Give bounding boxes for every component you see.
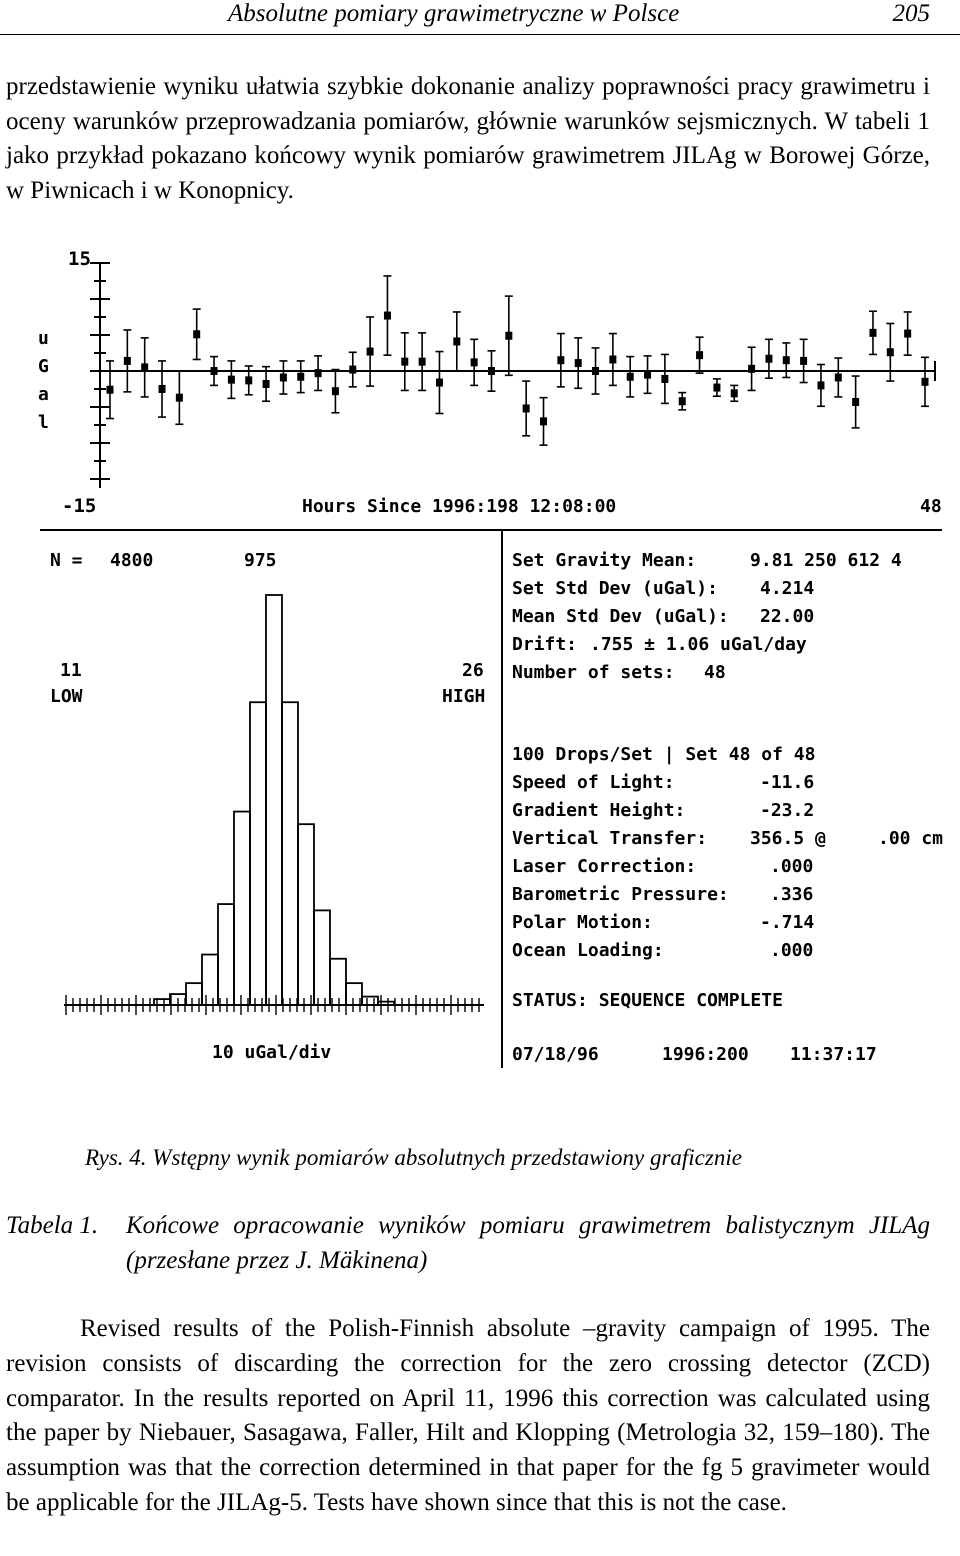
- set-point: [748, 347, 756, 390]
- set-point: [366, 317, 374, 386]
- set-point: [904, 312, 912, 355]
- intro-paragraph: przedstawienie wyniku ułatwia szybkie dokonanie analizy poprawności pracy grawimetru i oceny warunków przeprowadzania pomiarów, głównie warunków sejsmicznych. W tabeli 1 jako przykład pokazano końcowy wynik pomiarów grawimetrem JILAg w Borowej Górze, w Piwnicach i w Konopnicy.: [6, 73, 930, 204]
- set-point: [765, 339, 773, 378]
- status-line: STATUS: SEQUENCE COMPLETE: [512, 990, 783, 1011]
- info-value-set-std-dev: 4.214: [760, 578, 815, 599]
- drops-set-line: 100 Drops/Set | Set 48 of 48: [512, 744, 816, 765]
- set-means-plot: [38, 248, 942, 517]
- revised-results-paragraph: Revised results of the Polish-Finnish absolute –gravity campaign of 1995. The revision consists of discarding the correction for the zero crossing detector (ZCD) comparator. In the results reported on April 11, 1996 this correction was calculated using the paper by Niebauer, Sasagawa, Faller, Hilt and Klopping (Metrologia 32, 159–180). The assumption was that the correction determined in that paper for the fg 5 gravimeter would be applicable for the JILAg-5. Tests have shown since that this is not the case.: [6, 1315, 930, 1516]
- drops-label-vertical-transfer: Vertical Transfer:: [512, 828, 708, 849]
- x-axis-label: Hours Since 1996:198 12:08:00: [302, 496, 617, 517]
- set-point: [644, 356, 652, 393]
- histogram-bar: [250, 702, 266, 1005]
- footer-date: 07/18/96: [512, 1044, 599, 1065]
- set-point: [522, 381, 530, 436]
- set-point: [921, 357, 929, 406]
- set-point: [227, 361, 235, 398]
- set-point: [314, 356, 322, 391]
- histogram-bars: [154, 595, 394, 1005]
- set-point: [505, 296, 513, 375]
- drops-label-ocean-loading: Ocean Loading:: [512, 940, 664, 961]
- drops-value-gradient-height: -23.2: [760, 800, 815, 821]
- low-label: LOW: [50, 686, 83, 707]
- drops-value-ocean-loading: .000: [770, 940, 814, 961]
- set-point: [678, 393, 686, 410]
- set-point: [626, 357, 634, 397]
- y-unit-letter-2: G: [38, 356, 49, 377]
- info-value-gravity-mean: 9.81 250 612 4: [750, 550, 902, 571]
- drops-label-barometric-pressure: Barometric Pressure:: [512, 884, 729, 905]
- low-count: 11: [60, 660, 82, 681]
- set-point: [175, 371, 183, 424]
- n-label: N =: [50, 550, 83, 571]
- info-label-gravity-mean: Set Gravity Mean:: [512, 550, 697, 571]
- set-point: [869, 311, 877, 354]
- info-label-drift: Drift:: [512, 634, 578, 655]
- drops-value-barometric-pressure: .336: [770, 884, 814, 905]
- info-panel: [512, 550, 943, 1065]
- set-point: [713, 379, 721, 396]
- set-point: [349, 352, 357, 387]
- set-point: [331, 370, 339, 413]
- set-point: [800, 339, 808, 382]
- set-point: [210, 357, 218, 386]
- set-point: [782, 343, 790, 378]
- drops-extra-vertical-transfer: .00 cm: [878, 828, 944, 849]
- drops-value-polar-motion: -.714: [760, 912, 815, 933]
- set-point: [886, 323, 894, 381]
- set-point: [834, 358, 842, 397]
- info-label-set-std-dev: Set Std Dev (uGal):: [512, 578, 718, 599]
- info-value-mean-std-dev: 22.00: [760, 606, 815, 627]
- drops-label-laser-correction: Laser Correction:: [512, 856, 697, 877]
- running-header: [0, 0, 960, 35]
- drops-value-laser-correction: .000: [770, 856, 814, 877]
- table-label: Tabela 1.: [6, 1212, 99, 1239]
- set-point: [470, 339, 478, 385]
- high-count: 26: [462, 660, 484, 681]
- set-point: [141, 338, 149, 397]
- drops-value-vertical-transfer: 356.5 @: [750, 828, 826, 849]
- y-unit-letter-3: a: [38, 384, 49, 405]
- set-point: [297, 361, 305, 393]
- y-unit-letter-1: u: [38, 328, 49, 349]
- histogram-bar: [202, 955, 218, 1005]
- drops-label-gradient-height: Gradient Height:: [512, 800, 686, 821]
- set-point: [487, 351, 495, 391]
- set-point: [661, 354, 669, 403]
- figure-rys-4: [0, 248, 960, 1078]
- histogram-bar: [362, 997, 378, 1005]
- histogram-bar: [218, 904, 234, 1005]
- set-point: [193, 309, 201, 359]
- set-point: [106, 361, 114, 419]
- set-point: [540, 398, 548, 446]
- set-point: [696, 337, 704, 373]
- peak-value: 975: [244, 550, 277, 571]
- residual-histogram: [50, 550, 485, 1063]
- set-point: [435, 352, 443, 414]
- footer-time: 11:37:17: [790, 1044, 877, 1065]
- histogram-x-label: 10 uGal/div: [212, 1042, 332, 1063]
- histogram-bar: [234, 812, 250, 1005]
- y-unit-letter-4: l: [38, 412, 49, 433]
- high-label: HIGH: [442, 686, 486, 707]
- x-end-label: 48: [920, 496, 942, 517]
- set-point: [574, 338, 582, 388]
- set-point: [852, 376, 860, 428]
- info-label-mean-std-dev: Mean Std Dev (uGal):: [512, 606, 729, 627]
- histogram-bar: [298, 824, 314, 1005]
- histogram-bar: [282, 702, 298, 1005]
- drops-value-speed-of-light: -11.6: [760, 772, 815, 793]
- running-header-title: Absolutne pomiary grawimetryczne w Polsce: [228, 0, 680, 27]
- set-point: [401, 333, 409, 391]
- set-point: [279, 361, 287, 394]
- figure-caption: Rys. 4. Wstępny wynik pomiarów absolutnych przedstawiony graficznie: [85, 1145, 742, 1170]
- set-point: [453, 312, 461, 371]
- y-max-label: 15: [68, 248, 91, 270]
- info-label-number-of-sets: Number of sets:: [512, 662, 675, 683]
- set-point: [609, 334, 617, 386]
- n-value: 4800: [110, 550, 154, 571]
- histogram-bar: [266, 595, 282, 1005]
- set-point: [592, 348, 600, 394]
- drops-label-speed-of-light: Speed of Light:: [512, 772, 675, 793]
- set-point: [123, 330, 131, 392]
- info-value-drift: .755 ± 1.06 uGal/day: [590, 634, 807, 655]
- info-value-number-of-sets: 48: [704, 662, 726, 683]
- set-point: [383, 276, 391, 355]
- set-point: [158, 361, 166, 417]
- set-point: [418, 333, 426, 391]
- histogram-bar: [314, 910, 330, 1005]
- footer-doy: 1996:200: [662, 1044, 749, 1065]
- drops-label-polar-motion: Polar Motion:: [512, 912, 653, 933]
- page-number: 205: [892, 0, 930, 27]
- set-point: [557, 334, 565, 387]
- table-description: Końcowe opracowanie wyników pomiaru grawimetrem balistycznym JILAg (przesłane przez J. Mäkinena): [126, 1212, 930, 1274]
- set-points: [106, 276, 929, 445]
- set-point: [730, 385, 738, 401]
- y-min-label: -15: [62, 495, 97, 517]
